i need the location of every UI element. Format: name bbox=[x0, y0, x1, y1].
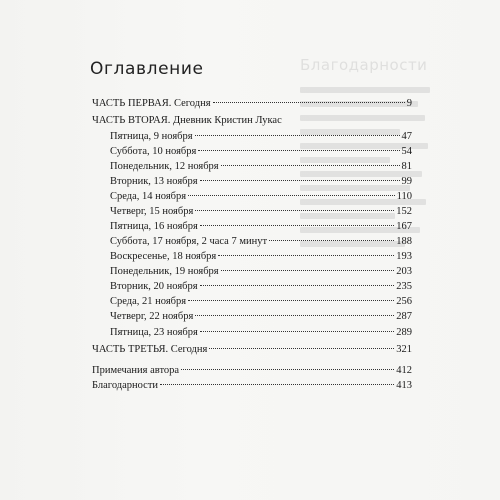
toc-leader-dots bbox=[269, 240, 394, 241]
toc-entry-label: Среда, 21 ноября bbox=[110, 296, 187, 307]
toc-entry bbox=[92, 161, 412, 173]
toc-leader-dots bbox=[188, 300, 394, 301]
bleed-through-title: Благодарности bbox=[300, 58, 428, 74]
toc-page-number: 412 bbox=[396, 365, 412, 376]
toc-leader-dots bbox=[221, 270, 395, 271]
toc-leader-dots bbox=[200, 180, 400, 181]
toc-entry-label: Примечания автора bbox=[92, 365, 180, 376]
toc-entry bbox=[92, 281, 412, 293]
toc-page-number: 99 bbox=[401, 176, 412, 187]
toc-page-number: 287 bbox=[396, 311, 412, 322]
toc-entry-label: Воскресенье, 18 ноября bbox=[110, 251, 217, 262]
toc-entry bbox=[92, 221, 412, 233]
toc-entry-label: ЧАСТЬ ВТОРАЯ. Дневник Кристин Лукас bbox=[92, 115, 282, 126]
toc-entry-label: Вторник, 13 ноября bbox=[110, 176, 198, 187]
toc-entry bbox=[92, 266, 412, 278]
toc-entry-label: ЧАСТЬ ТРЕТЬЯ. Сегодня bbox=[92, 344, 208, 355]
toc-page-number: 167 bbox=[396, 221, 412, 232]
toc-page-number: 9 bbox=[406, 98, 412, 109]
toc-entry-label: ЧАСТЬ ПЕРВАЯ. Сегодня bbox=[92, 98, 211, 109]
toc-entry-label: Понедельник, 12 ноября bbox=[110, 161, 219, 172]
toc-leader-dots bbox=[218, 255, 394, 256]
toc-page-number: 235 bbox=[396, 281, 412, 292]
toc-entry-label: Четверг, 22 ноября bbox=[110, 311, 194, 322]
toc-entry bbox=[92, 191, 412, 203]
toc-entry bbox=[92, 176, 412, 188]
toc-entry bbox=[92, 296, 412, 308]
toc-entry-label: Пятница, 9 ноября bbox=[110, 131, 193, 142]
toc-leader-dots bbox=[200, 331, 394, 332]
toc-page-number: 152 bbox=[396, 206, 412, 217]
toc-entry-label: Понедельник, 19 ноября bbox=[110, 266, 219, 277]
toc-leader-dots bbox=[200, 285, 395, 286]
toc-entry bbox=[92, 236, 412, 248]
toc-entry-label: Пятница, 23 ноября bbox=[110, 327, 198, 338]
toc-leader-dots bbox=[200, 225, 394, 226]
toc-page-number: 321 bbox=[396, 344, 412, 355]
page-title: Оглавление bbox=[90, 59, 204, 79]
toc-leader-dots bbox=[195, 315, 394, 316]
toc-entry-label: Благодарности bbox=[92, 380, 159, 391]
toc-page-number: 256 bbox=[396, 296, 412, 307]
toc-page-number: 110 bbox=[396, 191, 412, 202]
toc-page-number: 193 bbox=[396, 251, 412, 262]
toc-entry bbox=[92, 206, 412, 218]
toc-entry bbox=[92, 380, 412, 392]
toc-leader-dots bbox=[195, 210, 394, 211]
toc-page-number: 188 bbox=[396, 236, 412, 247]
toc-leader-dots bbox=[160, 384, 394, 385]
toc-page-number: 81 bbox=[401, 161, 412, 172]
toc-leader-dots bbox=[209, 348, 394, 349]
toc-page-number: 203 bbox=[396, 266, 412, 277]
toc-leader-dots bbox=[188, 195, 395, 196]
toc-leader-dots bbox=[221, 165, 400, 166]
toc-leader-dots bbox=[195, 135, 400, 136]
toc-entry bbox=[92, 311, 412, 323]
toc-entry-label: Вторник, 20 ноября bbox=[110, 281, 198, 292]
toc-entry-label: Среда, 14 ноября bbox=[110, 191, 187, 202]
toc-leader-dots bbox=[213, 102, 405, 103]
toc-entry bbox=[92, 251, 412, 263]
toc-page-number: 413 bbox=[396, 380, 412, 391]
toc-entry-label: Четверг, 15 ноября bbox=[110, 206, 194, 217]
toc-leader-dots bbox=[181, 369, 394, 370]
toc-entry bbox=[92, 115, 412, 127]
toc-entry-label: Суббота, 10 ноября bbox=[110, 146, 197, 157]
toc-page-number: 54 bbox=[401, 146, 412, 157]
toc-entry bbox=[92, 131, 412, 143]
toc-entry bbox=[92, 146, 412, 158]
toc-entry bbox=[92, 98, 412, 110]
toc-page-number: 47 bbox=[401, 131, 412, 142]
toc-page-number: 289 bbox=[396, 327, 412, 338]
toc-entry bbox=[92, 344, 412, 356]
toc-entry bbox=[92, 327, 412, 339]
toc-entry-label: Пятница, 16 ноября bbox=[110, 221, 198, 232]
toc-entry-label: Суббота, 17 ноября, 2 часа 7 минут bbox=[110, 236, 268, 247]
toc-entry bbox=[92, 365, 412, 377]
toc-leader-dots bbox=[198, 150, 399, 151]
